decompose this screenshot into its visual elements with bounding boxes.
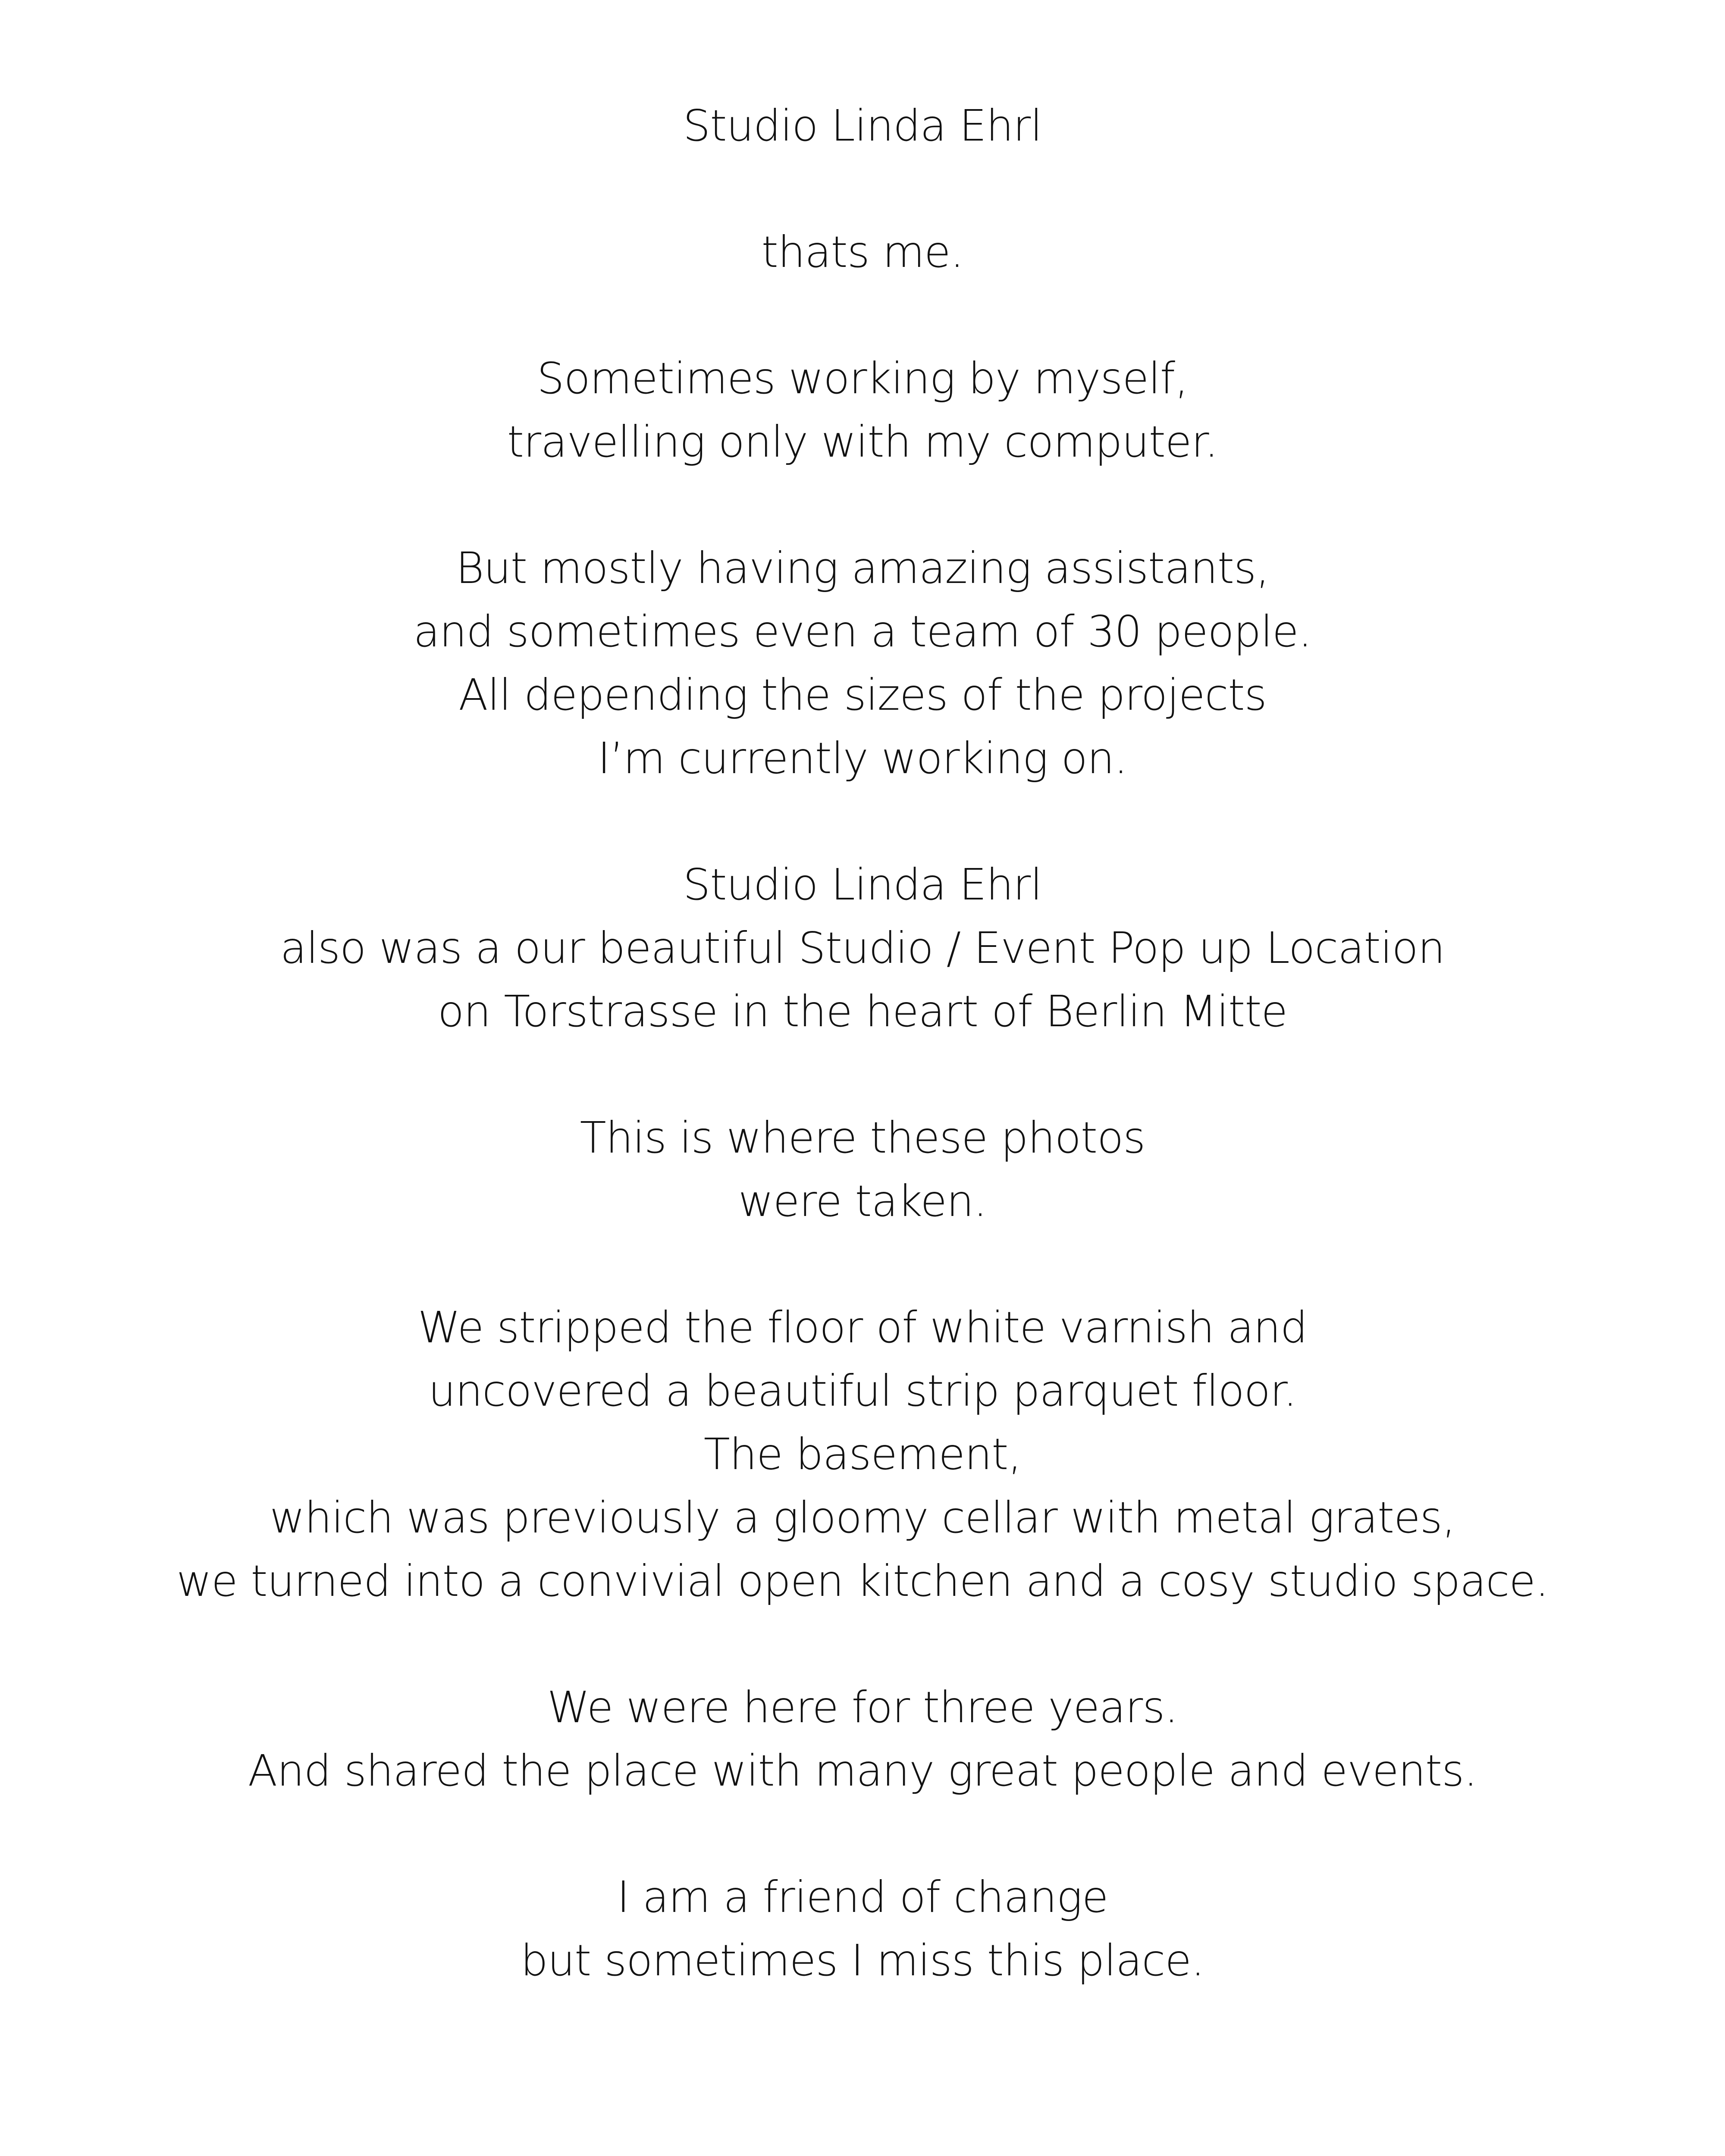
text-line: But mostly having amazing assistants,	[455, 543, 1270, 593]
paragraph-photos	[129, 1106, 1596, 1233]
text-line: The basement,	[703, 1429, 1022, 1479]
paragraph-intro	[129, 220, 1596, 284]
paragraph-closing	[129, 1865, 1596, 1992]
paragraph-team	[129, 536, 1596, 790]
text-line: travelling only with my computer.	[507, 417, 1218, 467]
text-line: We stripped the floor of white varnish and	[417, 1302, 1308, 1353]
text-line: were taken.	[738, 1176, 987, 1226]
text-line: uncovered a beautiful strip parquet floor.	[428, 1366, 1297, 1416]
text-line: but sometimes I miss this place.	[521, 1935, 1204, 1986]
paragraph-three-years	[129, 1676, 1596, 1802]
text-block	[129, 94, 1596, 2055]
text-line: also was a our beautiful Studio / Event Pop up Location	[280, 923, 1445, 973]
text-line: which was previously a gloomy cellar with metal grates,	[270, 1492, 1455, 1543]
text-line: Sometimes working by myself,	[537, 353, 1188, 404]
paragraph-working-alone	[129, 347, 1596, 473]
text-line: on Torstrasse in the heart of Berlin Mitte	[437, 986, 1288, 1037]
text-line: thats me.	[761, 227, 964, 277]
text-line: Studio Linda Ehrl	[683, 859, 1042, 910]
text-line: All depending the sizes of the projects	[458, 670, 1267, 720]
text-line: I’m currently working on.	[597, 733, 1128, 783]
paragraph-title	[129, 94, 1596, 157]
title-line: Studio Linda Ehrl	[683, 100, 1042, 151]
text-line: This is where these photos	[580, 1112, 1145, 1163]
text-line: And shared the place with many great people and events.	[248, 1745, 1477, 1796]
text-line: we turned into a convivial open kitchen and a cosy studio space.	[176, 1556, 1549, 1606]
paragraph-location	[129, 853, 1596, 1043]
text-line: I am a friend of change	[617, 1872, 1108, 1922]
paragraph-renovation	[129, 1296, 1596, 1613]
text-line: and sometimes even a team of 30 people.	[413, 606, 1312, 657]
text-line: We were here for three years.	[547, 1682, 1178, 1733]
